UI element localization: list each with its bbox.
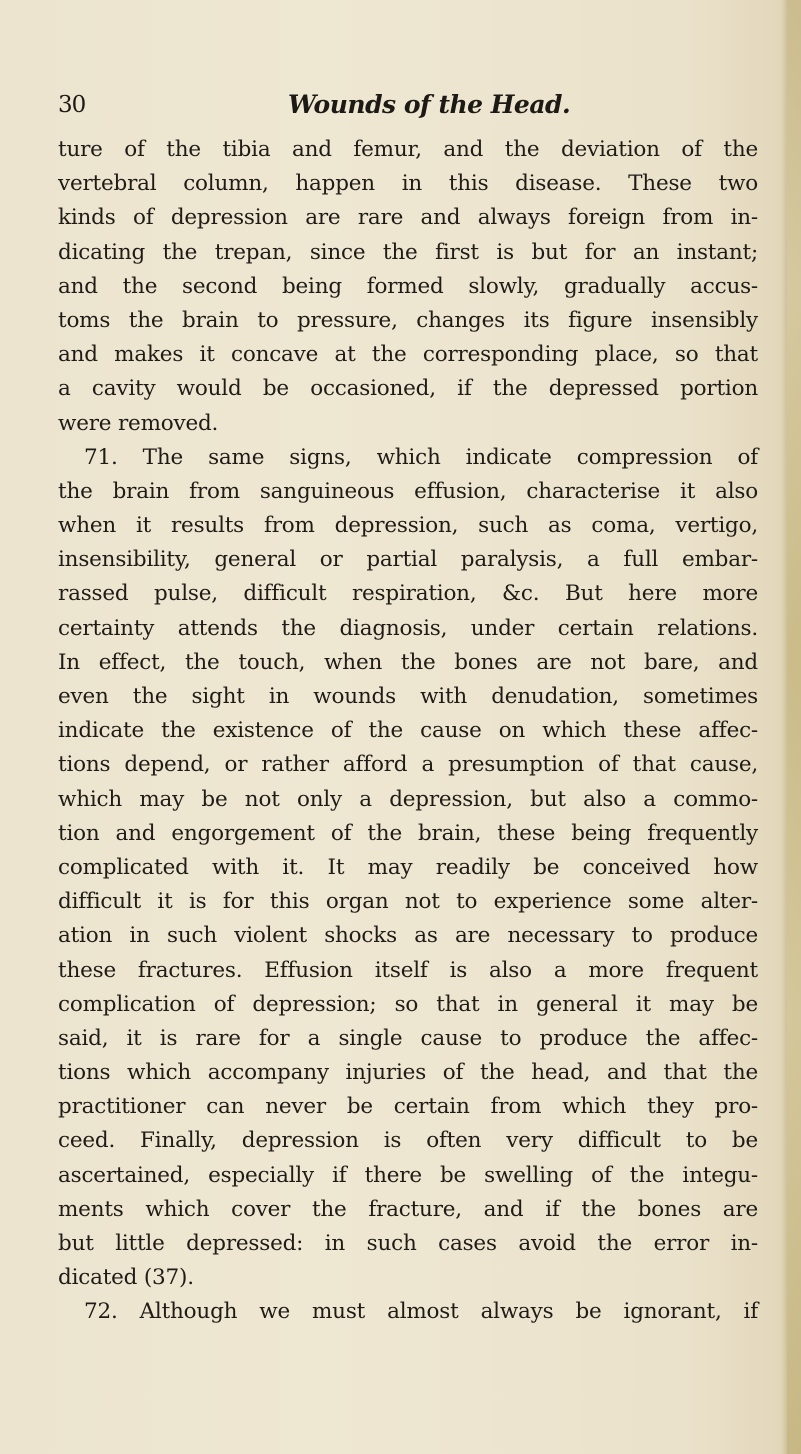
- text-line: kinds of depression are rare and always foreign from in-: [58, 205, 758, 231]
- text-line: but little depressed: in such cases avoid the error in-: [58, 1231, 758, 1256]
- text-line: dicated (37).: [58, 1265, 194, 1291]
- text-line: and makes it concave at the corresponding place, so that: [58, 342, 758, 368]
- text-line: complication of depression; so that in general it may be: [58, 991, 758, 1017]
- text-line: tion and engorgement of the brain, these being frequently: [58, 820, 758, 846]
- text-line: said, it is rare for a single cause to produce the affec-: [58, 1025, 758, 1051]
- text-line: tions which accompany injuries of the head, and that the: [58, 1060, 758, 1086]
- text-line: these fractures. Effusion itself is also a more frequent: [58, 957, 758, 983]
- text-line: ceed. Finally, depression is often very difficult to be: [58, 1128, 758, 1154]
- text-line: ture of the tibia and femur, and the deviation of the: [58, 137, 758, 162]
- text-line: rassed pulse, difficult respiration, &c. But here more: [58, 581, 758, 607]
- text-line: when it results from depression, such as coma, vertigo,: [58, 513, 758, 539]
- text-line: certainty attends the diagnosis, under certain relations.: [58, 615, 758, 641]
- text-line: tions depend, or rather afford a presumption of that cause,: [58, 752, 758, 778]
- text-line: the brain from sanguineous effusion, characterise it also: [58, 478, 758, 504]
- body-text: [58, 133, 758, 1330]
- page-edge-shadow: [781, 0, 787, 1454]
- text-line: ation in such violent shocks as are necessary to produce: [58, 923, 758, 949]
- text-line: were removed.: [58, 410, 219, 436]
- text-line: ascertained, especially if there be swelling of the integu-: [58, 1162, 758, 1188]
- page-number: 30: [58, 92, 86, 118]
- text-line: 71. The same signs, which indicate compression of: [84, 444, 758, 470]
- page-edge-stain: [787, 0, 801, 1454]
- text-line: even the sight in wounds with denudation, sometimes: [58, 684, 758, 709]
- text-line: and the second being formed slowly, gradually accus-: [58, 273, 758, 299]
- running-title: Wounds of the Head.: [288, 90, 571, 119]
- text-line: ments which cover the fracture, and if the bones are: [58, 1196, 758, 1222]
- text-line: which may be not only a depression, but also a commo-: [58, 786, 758, 812]
- text-line: 72. Although we must almost always be ignorant, if: [84, 1299, 758, 1325]
- text-line: complicated with it. It may readily be conceived how: [58, 854, 758, 880]
- text-line: insensibility, general or partial paralysis, a full embar-: [58, 547, 758, 573]
- text-line: dicating the trepan, since the first is but for an instant;: [58, 239, 758, 265]
- text-line: vertebral column, happen in this disease. These two: [58, 171, 758, 197]
- text-line: a cavity would be occasioned, if the depressed portion: [58, 376, 758, 402]
- text-line: indicate the existence of the cause on which these affec-: [58, 718, 758, 744]
- text-line: difficult it is for this organ not to experience some alter-: [58, 889, 758, 915]
- text-line: toms the brain to pressure, changes its figure insensibly: [58, 307, 758, 333]
- text-line: In effect, the touch, when the bones are not bare, and: [58, 649, 758, 675]
- page-header: [58, 88, 778, 128]
- text-line: practitioner can never be certain from which they pro-: [58, 1094, 758, 1120]
